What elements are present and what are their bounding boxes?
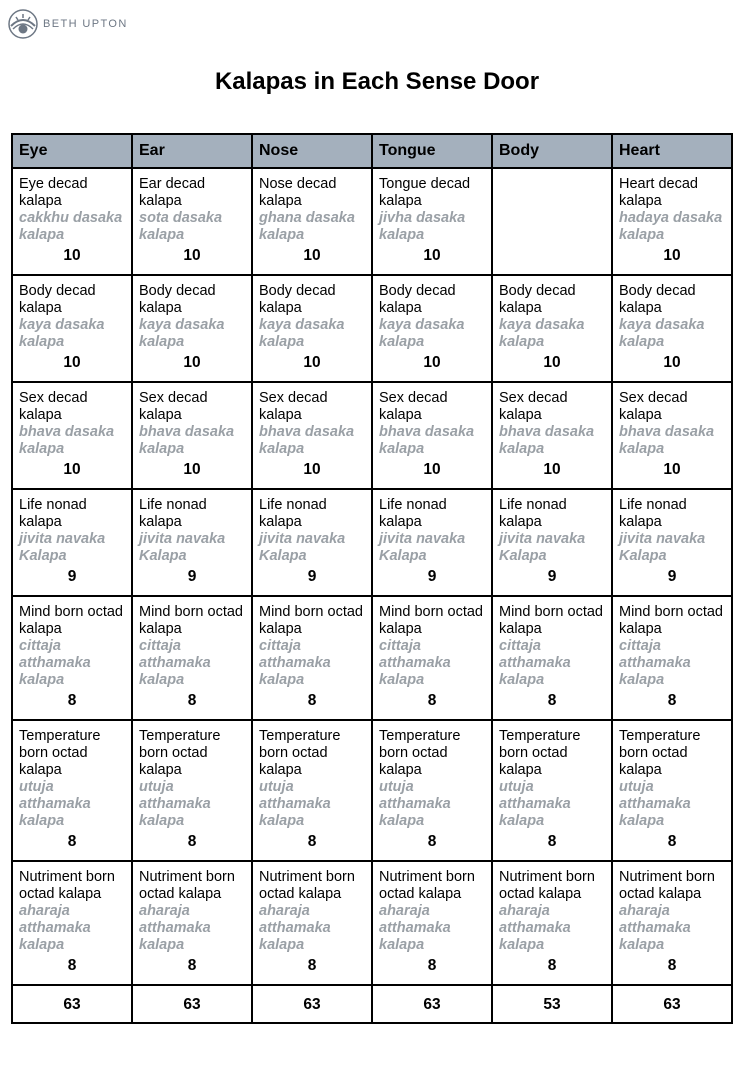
kalapa-count: 8 [667, 692, 677, 709]
kalapa-english-name: Mind born octad kalapa [499, 604, 603, 637]
kalapa-english-name: Mind born octad kalapa [259, 604, 363, 637]
table-cell [372, 861, 492, 985]
kalapa-english-name: Sex decad kalapa [619, 390, 688, 423]
total-cell: 63 [252, 985, 372, 1023]
kalapa-english-name: Sex decad kalapa [19, 390, 88, 423]
kalapa-pali-name: kaya dasaka kalapa [19, 317, 105, 350]
kalapa-pali-name: jivita navaka Kalapa [259, 531, 346, 564]
table-row [12, 489, 732, 596]
kalapa-english-name: Body decad kalapa [259, 283, 336, 316]
table-cell [12, 382, 132, 489]
kalapa-pali-name: bhava dasaka kalapa [19, 424, 115, 457]
kalapa-pali-name: cittaja atthamaka kalapa [499, 638, 571, 688]
kalapa-english-name: Life nonad kalapa [499, 497, 567, 530]
table-cell [492, 489, 612, 596]
kalapa-pali-name: cittaja atthamaka kalapa [379, 638, 451, 688]
table-cell [132, 861, 252, 985]
kalapa-count: 9 [547, 568, 557, 585]
kalapa-count: 10 [543, 354, 561, 371]
kalapa-pali-name: cittaja atthamaka kalapa [139, 638, 211, 688]
kalapa-count: 8 [307, 833, 317, 850]
kalapa-pali-name: cittaja atthamaka kalapa [259, 638, 331, 688]
table-cell [252, 382, 372, 489]
table-cell [612, 382, 732, 489]
kalapa-pali-name: aharaja atthamaka kalapa [259, 903, 331, 953]
kalapa-count: 10 [63, 247, 81, 264]
kalapa-pali-name: kaya dasaka kalapa [499, 317, 585, 350]
table-cell [12, 275, 132, 382]
table-cell [132, 489, 252, 596]
kalapa-count: 8 [187, 833, 197, 850]
kalapa-count: 8 [427, 833, 437, 850]
table-cell [372, 168, 492, 275]
kalapa-english-name: Temperature born octad kalapa [139, 728, 221, 778]
table-cell [252, 275, 372, 382]
table-cell [12, 720, 132, 861]
kalapa-english-name: Temperature born octad kalapa [619, 728, 701, 778]
kalapa-english-name: Life nonad kalapa [379, 497, 447, 530]
total-cell: 63 [12, 985, 132, 1023]
kalapa-pali-name: kaya dasaka kalapa [139, 317, 225, 350]
kalapa-english-name: Body decad kalapa [139, 283, 216, 316]
kalapa-english-name: Life nonad kalapa [19, 497, 87, 530]
kalapa-count: 9 [67, 568, 77, 585]
kalapa-count: 10 [423, 461, 441, 478]
kalapa-pali-name: aharaja atthamaka kalapa [19, 903, 91, 953]
kalapa-pali-name: jivha dasaka kalapa [379, 210, 466, 243]
table-cell [492, 720, 612, 861]
kalapa-count: 8 [547, 692, 557, 709]
column-header: Eye [12, 134, 132, 168]
column-header: Nose [252, 134, 372, 168]
brand-name: BETH UPTON [43, 18, 128, 30]
column-header: Tongue [372, 134, 492, 168]
kalapa-english-name: Life nonad kalapa [139, 497, 207, 530]
table-cell [612, 489, 732, 596]
kalapa-count: 10 [183, 354, 201, 371]
kalapa-english-name: Body decad kalapa [619, 283, 696, 316]
kalapa-count: 9 [307, 568, 317, 585]
total-cell: 53 [492, 985, 612, 1023]
kalapa-english-name: Mind born octad kalapa [139, 604, 243, 637]
kalapa-pali-name: kaya dasaka kalapa [619, 317, 705, 350]
kalapa-count: 8 [187, 692, 197, 709]
kalapa-pali-name: jivita navaka Kalapa [619, 531, 706, 564]
table-cell [372, 489, 492, 596]
kalapa-pali-name: cittaja atthamaka kalapa [619, 638, 691, 688]
kalapa-english-name: Sex decad kalapa [259, 390, 328, 423]
kalapa-english-name: Temperature born octad kalapa [379, 728, 461, 778]
table-row [12, 720, 732, 861]
table-cell [372, 382, 492, 489]
kalapa-count: 8 [547, 957, 557, 974]
table-cell [252, 489, 372, 596]
kalapa-pali-name: jivita navaka Kalapa [139, 531, 226, 564]
kalapa-pali-name: jivita navaka Kalapa [19, 531, 106, 564]
kalapa-count: 8 [427, 692, 437, 709]
table-cell [372, 596, 492, 720]
kalapa-count: 10 [663, 247, 681, 264]
kalapa-english-name: Sex decad kalapa [499, 390, 568, 423]
kalapa-count: 10 [303, 354, 321, 371]
kalapa-english-name: Ear decad kalapa [139, 176, 206, 209]
kalapa-count: 9 [667, 568, 677, 585]
kalapa-count: 8 [547, 833, 557, 850]
table-cell [12, 596, 132, 720]
kalapa-english-name: Body decad kalapa [19, 283, 96, 316]
kalapa-pali-name: utuja atthamaka kalapa [139, 779, 211, 829]
table-cell [132, 720, 252, 861]
table-cell [252, 720, 372, 861]
kalapa-english-name: Mind born octad kalapa [379, 604, 483, 637]
kalapa-english-name: Sex decad kalapa [139, 390, 208, 423]
table-cell [132, 382, 252, 489]
kalapa-english-name: Tongue decad kalapa [379, 176, 471, 209]
total-cell: 63 [132, 985, 252, 1023]
kalapa-pali-name: kaya dasaka kalapa [379, 317, 465, 350]
kalapa-pali-name: bhava dasaka kalapa [139, 424, 235, 457]
kalapa-pali-name: sota dasaka kalapa [139, 210, 223, 243]
kalapa-pali-name: jivita navaka Kalapa [499, 531, 586, 564]
table-cell [132, 275, 252, 382]
kalapa-english-name: Heart decad kalapa [619, 176, 698, 209]
column-header: Ear [132, 134, 252, 168]
kalapa-count: 10 [303, 247, 321, 264]
kalapa-english-name: Nose decad kalapa [259, 176, 337, 209]
column-header: Heart [612, 134, 732, 168]
table-row [12, 382, 732, 489]
table-cell [12, 861, 132, 985]
kalapa-pali-name: utuja atthamaka kalapa [379, 779, 451, 829]
kalapa-pali-name: aharaja atthamaka kalapa [139, 903, 211, 953]
table-cell [492, 275, 612, 382]
kalapa-pali-name: aharaja atthamaka kalapa [619, 903, 691, 953]
table-cell [372, 720, 492, 861]
eye-logo-icon [8, 9, 38, 39]
kalapa-count: 10 [663, 354, 681, 371]
kalapa-pali-name: aharaja atthamaka kalapa [499, 903, 571, 953]
kalapa-english-name: Temperature born octad kalapa [259, 728, 341, 778]
kalapa-pali-name: ghana dasaka kalapa [259, 210, 355, 243]
kalapa-count: 8 [667, 957, 677, 974]
kalapa-pali-name: bhava dasaka kalapa [379, 424, 475, 457]
kalapa-pali-name: utuja atthamaka kalapa [19, 779, 91, 829]
table-cell [492, 596, 612, 720]
table-row [12, 168, 732, 275]
kalapa-count: 9 [427, 568, 437, 585]
kalapa-english-name: Nutriment born octad kalapa [379, 869, 475, 902]
table-cell [612, 596, 732, 720]
table-cell [132, 596, 252, 720]
kalapa-pali-name: bhava dasaka kalapa [259, 424, 355, 457]
kalapa-english-name: Body decad kalapa [379, 283, 456, 316]
kalapa-english-name: Temperature born octad kalapa [19, 728, 101, 778]
kalapa-count: 8 [307, 957, 317, 974]
table-cell [12, 168, 132, 275]
kalapa-english-name: Nutriment born octad kalapa [619, 869, 715, 902]
table-cell [12, 489, 132, 596]
kalapa-count: 9 [187, 568, 197, 585]
kalapa-count: 8 [187, 957, 197, 974]
kalapa-english-name: Life nonad kalapa [619, 497, 687, 530]
kalapa-count: 10 [423, 247, 441, 264]
kalapa-english-name: Life nonad kalapa [259, 497, 327, 530]
page-title: Kalapas in Each Sense Door [214, 68, 540, 95]
table-row [12, 861, 732, 985]
header-row [12, 134, 732, 168]
kalapa-english-name: Nutriment born octad kalapa [499, 869, 595, 902]
kalapa-pali-name: bhava dasaka kalapa [499, 424, 595, 457]
table-row [12, 275, 732, 382]
kalapa-count: 10 [183, 461, 201, 478]
kalapa-count: 8 [307, 692, 317, 709]
totals-row [12, 985, 732, 1023]
kalapa-count: 10 [543, 461, 561, 478]
kalapa-english-name: Nutriment born octad kalapa [139, 869, 235, 902]
kalapa-english-name: Nutriment born octad kalapa [259, 869, 355, 902]
column-header: Body [492, 134, 612, 168]
kalapa-count: 8 [67, 957, 77, 974]
table-row [12, 596, 732, 720]
kalapa-pali-name: aharaja atthamaka kalapa [379, 903, 451, 953]
kalapa-pali-name: bhava dasaka kalapa [619, 424, 715, 457]
kalapa-pali-name: hadaya dasaka kalapa [619, 210, 723, 243]
kalapa-count: 10 [303, 461, 321, 478]
table-cell [492, 382, 612, 489]
total-cell: 63 [372, 985, 492, 1023]
kalapa-english-name: Body decad kalapa [499, 283, 576, 316]
kalapa-english-name: Sex decad kalapa [379, 390, 448, 423]
kalapa-count: 10 [663, 461, 681, 478]
kalapa-pali-name: kaya dasaka kalapa [259, 317, 345, 350]
kalapa-pali-name: jivita navaka Kalapa [379, 531, 466, 564]
kalapa-english-name: Mind born octad kalapa [619, 604, 723, 637]
kalapa-pali-name: cittaja atthamaka kalapa [19, 638, 91, 688]
kalapa-count: 8 [667, 833, 677, 850]
table-cell [492, 168, 612, 275]
kalapa-count: 10 [63, 354, 81, 371]
table-cell [612, 861, 732, 985]
table-cell [252, 861, 372, 985]
kalapa-pali-name: utuja atthamaka kalapa [259, 779, 331, 829]
kalapa-count: 10 [183, 247, 201, 264]
kalapa-count: 8 [67, 833, 77, 850]
kalapa-count: 10 [63, 461, 81, 478]
kalapa-count: 8 [427, 957, 437, 974]
kalapa-count: 10 [423, 354, 441, 371]
total-cell: 63 [612, 985, 732, 1023]
table-cell [612, 168, 732, 275]
table-cell [252, 596, 372, 720]
kalapa-pali-name: utuja atthamaka kalapa [499, 779, 571, 829]
kalapa-english-name: Mind born octad kalapa [19, 604, 123, 637]
kalapa-pali-name: cakkhu dasaka kalapa [19, 210, 123, 243]
kalapa-english-name: Nutriment born octad kalapa [19, 869, 115, 902]
table-cell [132, 168, 252, 275]
table-cell [612, 275, 732, 382]
kalapa-count: 8 [67, 692, 77, 709]
table-cell [372, 275, 492, 382]
kalapa-english-name: Temperature born octad kalapa [499, 728, 581, 778]
kalapa-table [11, 133, 733, 1024]
kalapa-english-name: Eye decad kalapa [19, 176, 88, 209]
kalapa-pali-name: utuja atthamaka kalapa [619, 779, 691, 829]
brand-logo [8, 9, 128, 39]
table-cell [492, 861, 612, 985]
table-cell [612, 720, 732, 861]
table-cell [252, 168, 372, 275]
